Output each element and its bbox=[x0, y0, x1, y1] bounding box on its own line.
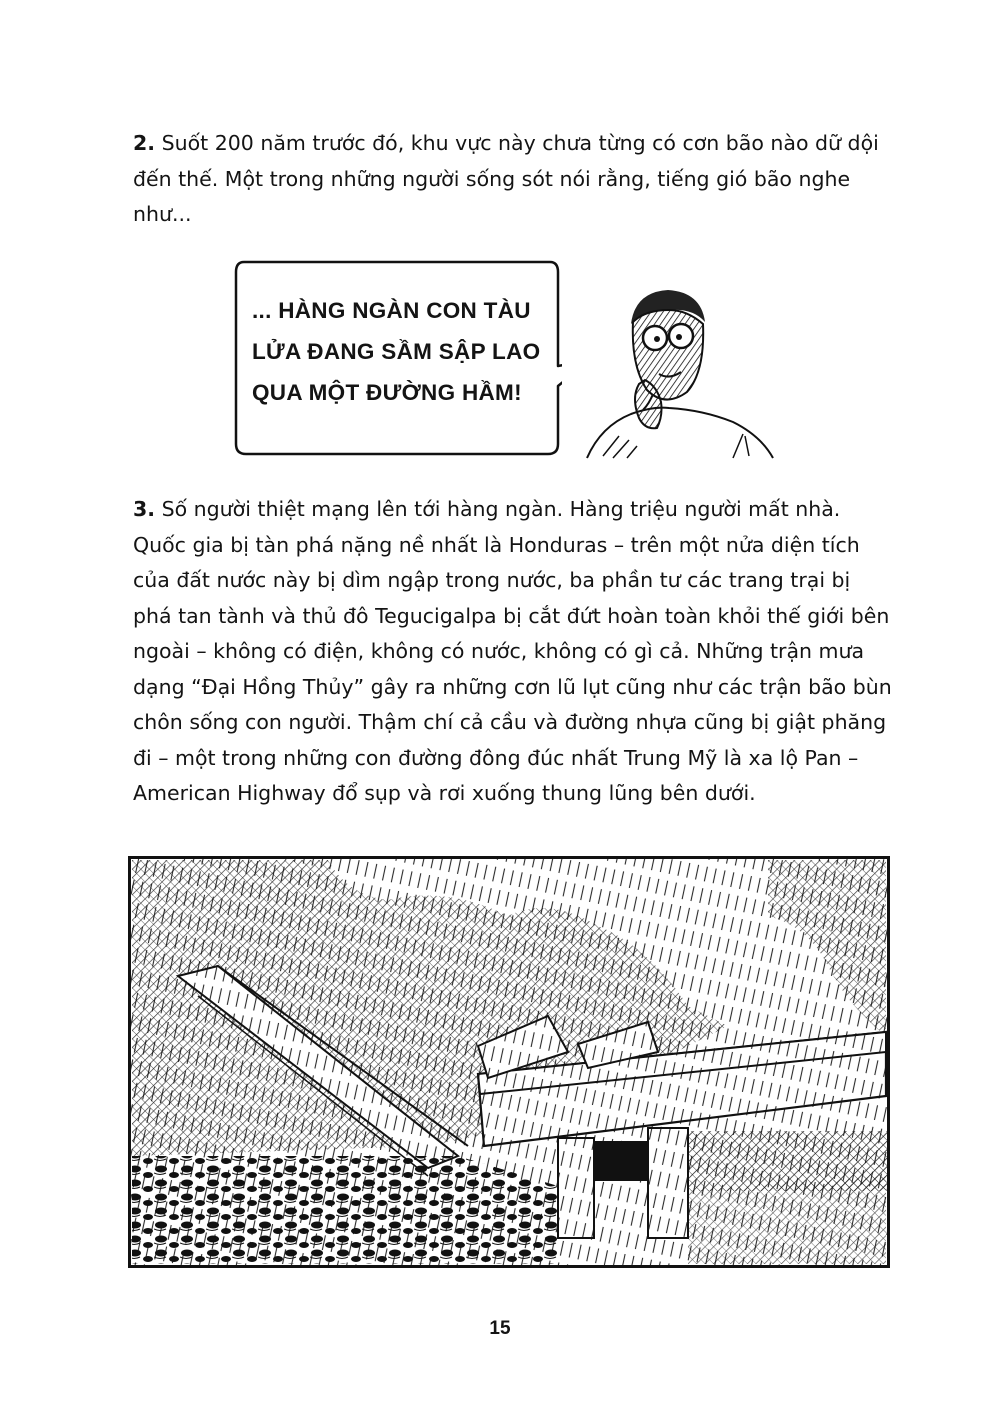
paragraph-2-text: Suốt 200 năm trước đó, khu vực này chưa từng có cơn bão nào dữ dội đến thế. Một trong những người sống sót nói rằng, tiếng gió bão nghe như... bbox=[133, 131, 879, 226]
speech-line-3: QUA MỘT ĐƯỜNG HẦM! bbox=[252, 380, 522, 405]
collapsed-highway-illustration bbox=[128, 856, 890, 1268]
paragraph-3-text: Số người thiệt mạng lên tới hàng ngàn. Hàng triệu người mất nhà. Quốc gia bị tàn phá nặng nề nhất là Honduras – trên một nửa diện tích của đất nước này bị dìm ngập trong nước, ba phần tư các trang trại bị phá tan tành và thủ đô Tegucigalpa bị cắt đứt hoàn toàn khỏi thế giới bên ngoài – không có điện, không có nước, không có gì cả. Những trận mưa dạng “Đại Hồng Thủy” gây ra những cơn lũ lụt cũng như các trận bão bùn chôn sống con người. Thậm chí cả cầu và đường nhựa cũng bị giật phăng đi – một trong những con đường đông đúc nhất Trung Mỹ là xa lộ Pan – American Highway đổ sụp và rơi xuống thung lũng bên dưới. bbox=[133, 497, 892, 805]
page-number: 15 bbox=[489, 1318, 511, 1339]
paragraph-2 bbox=[133, 126, 893, 233]
survivor-illustration bbox=[583, 286, 778, 461]
paragraph-3-number: 3. bbox=[133, 497, 156, 521]
speech-line-2: LỬA ĐANG SẦM SẬP LAO bbox=[252, 339, 541, 364]
speech-line-1: ... HÀNG NGÀN CON TÀU bbox=[252, 298, 531, 323]
speech-bubble-text bbox=[252, 290, 552, 413]
paragraph-2-number: 2. bbox=[133, 131, 156, 155]
paragraph-3 bbox=[133, 492, 893, 812]
